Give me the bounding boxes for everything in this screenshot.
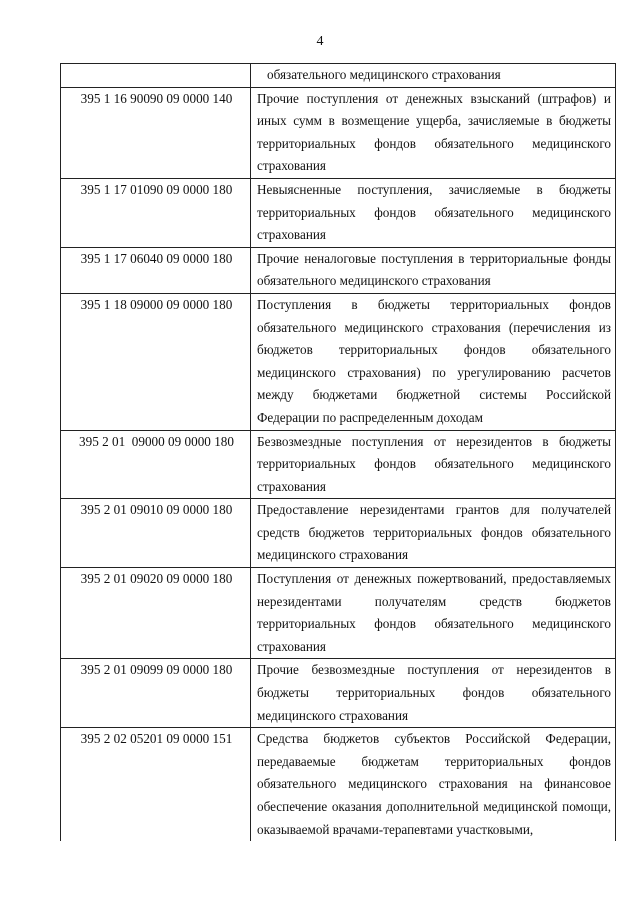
description-cell: Прочие поступления от денежных взысканий (штрафов) и иных сумм в возмещение ущерба, зачисляемые в бюджеты территориальных фондов обязательного медицинского страхования: [251, 87, 616, 178]
description-cell: Предоставление нерезидентами грантов для получателей средств бюджетов территориальных фондов обязательного медицинского страхования: [251, 499, 616, 568]
table-row: [61, 247, 616, 293]
code-cell: 395 2 01 09099 09 0000 180: [61, 659, 251, 728]
table-row: [61, 293, 616, 430]
table-row: [61, 430, 616, 499]
description-cell: Прочие неналоговые поступления в территориальные фонды обязательного медицинского страхования: [251, 247, 616, 293]
code-cell: 395 1 18 09000 09 0000 180: [61, 293, 251, 430]
table-row: [61, 659, 616, 728]
description-cell: Безвозмездные поступления от нерезидентов в бюджеты территориальных фондов обязательного медицинского страхования: [251, 430, 616, 499]
description-cell: Невыясненные поступления, зачисляемые в бюджеты территориальных фондов обязательного медицинского страхования: [251, 178, 616, 247]
code-cell: 395 1 17 06040 09 0000 180: [61, 247, 251, 293]
table-row: [61, 568, 616, 659]
table-row: [61, 728, 616, 841]
description-cell: Средства бюджетов субъектов Российской Федерации, передаваемые бюджетам территориальных фондов обязательного медицинского страхования на финансовое обеспечение оказания дополнительной медицинской помощи, оказываемой врачами-терапевтами участковыми,: [251, 728, 616, 841]
description-cell: Поступления от денежных пожертвований, предоставляемых нерезидентами получателям средств бюджетов территориальных фондов обязательного медицинского страхования: [251, 568, 616, 659]
code-cell: 395 1 16 90090 09 0000 140: [61, 87, 251, 178]
code-cell: 395 2 01 09020 09 0000 180: [61, 568, 251, 659]
table-row: [61, 178, 616, 247]
budget-codes-table: [60, 63, 616, 841]
code-cell: 395 2 01 09010 09 0000 180: [61, 499, 251, 568]
code-cell: 395 2 02 05201 09 0000 151: [61, 728, 251, 841]
code-cell: 395 2 01 09000 09 0000 180: [61, 430, 251, 499]
table-row: [61, 499, 616, 568]
page-number: 4: [316, 34, 324, 49]
description-cell: Прочие безвозмездные поступления от нерезидентов в бюджеты территориальных фондов обязательного медицинского страхования: [251, 659, 616, 728]
code-cell: [61, 64, 251, 88]
code-cell: 395 1 17 01090 09 0000 180: [61, 178, 251, 247]
description-cell: обязательного медицинского страхования: [251, 64, 616, 88]
table-row: [61, 87, 616, 178]
table-row: [61, 64, 616, 88]
description-cell: Поступления в бюджеты территориальных фондов обязательного медицинского страхования (перечисления из бюджетов территориальных фондов обязательного медицинского страхования) по урегулированию расчетов между бюджетами бюджетной системы Российской Федерации по распределенным доходам: [251, 293, 616, 430]
